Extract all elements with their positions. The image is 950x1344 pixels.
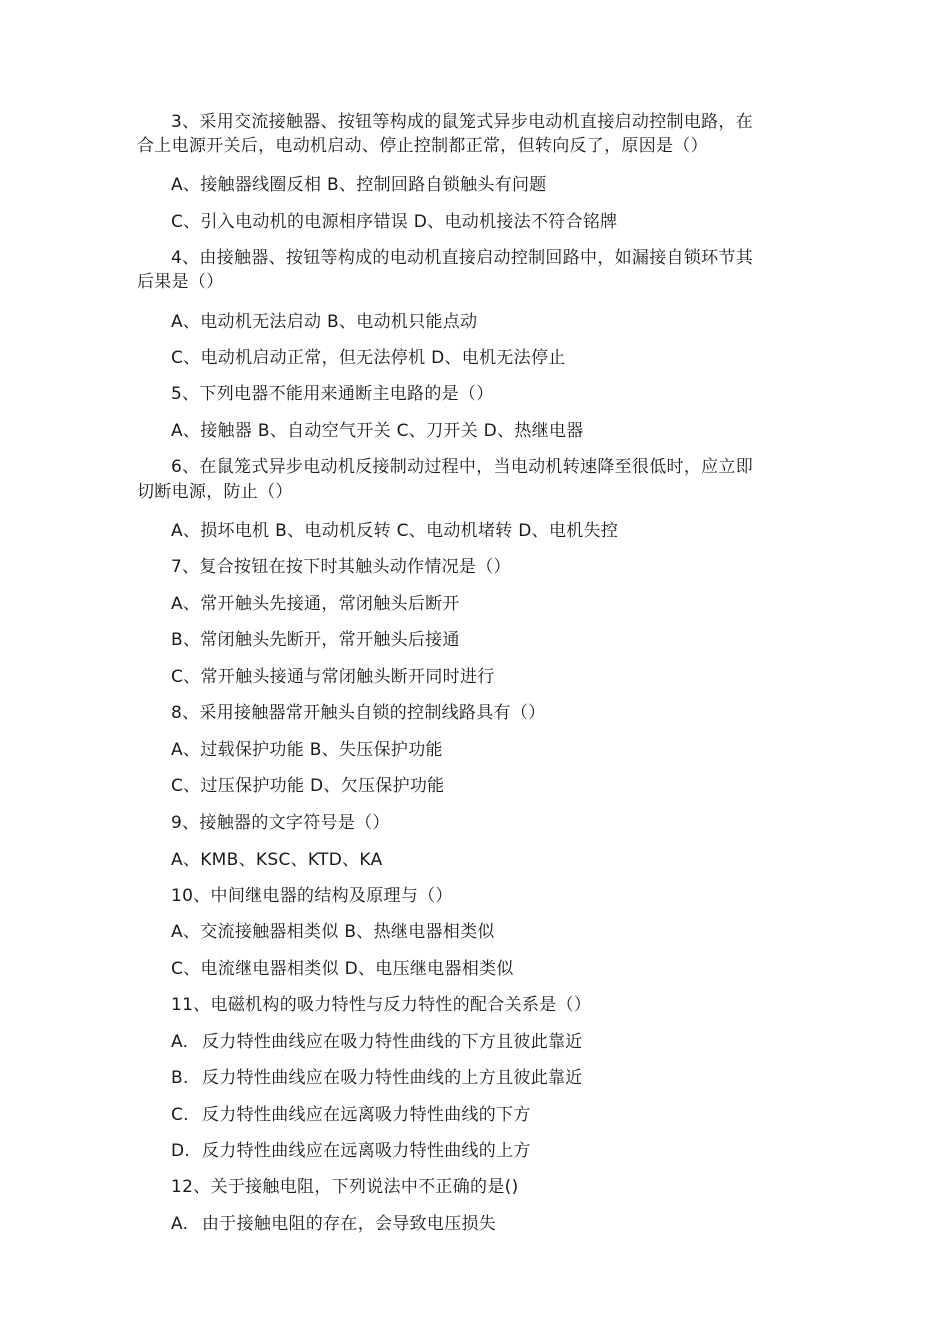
q11-option-c: [171, 1105, 531, 1125]
q3-options-ab: A、接触器线圈反相 B、控制回路自锁触头有问题: [171, 175, 547, 195]
q4-options-ab: A、电动机无法启动 B、电动机只能点动: [171, 312, 478, 332]
q8-options-ab: A、过载保护功能 B、失压保护功能: [171, 740, 443, 760]
q4-options-cd: C、电动机启动正常，但无法停机 D、电机无法停止: [171, 348, 566, 368]
q6-text-line2: 切断电源，防止（）: [137, 482, 293, 502]
q11-option-b-label: B.: [171, 1068, 189, 1088]
q11-option-a-text: 反力特性曲线应在吸力特性曲线的下方且彼此靠近: [202, 1032, 583, 1052]
q9-text: 9、接触器的文字符号是（）: [171, 813, 390, 833]
q10-options-ab: A、交流接触器相类似 B、热继电器相类似: [171, 922, 495, 942]
q6-text-line1: 6、在鼠笼式异步电动机反接制动过程中，当电动机转速降至很低时，应立即: [171, 457, 754, 477]
q12-option-a-text: 由于接触电阻的存在，会导致电压损失: [202, 1214, 497, 1234]
q12-option-a: [171, 1214, 496, 1234]
q5-options: A、接触器 B、自动空气开关 C、刀开关 D、热继电器: [171, 421, 584, 441]
q7-option-b: B、常闭触头先断开，常开触头后接通: [171, 630, 460, 650]
q11-text: 11、电磁机构的吸力特性与反力特性的配合关系是（）: [171, 995, 592, 1015]
q12-option-a-label: A.: [171, 1214, 189, 1234]
q8-options-cd: C、过压保护功能 D、欠压保护功能: [171, 776, 445, 796]
q11-option-d: [171, 1141, 531, 1161]
q10-text: 10、中间继电器的结构及原理与（）: [171, 886, 453, 906]
q3-text-line2: 合上电源开关后，电动机启动、停止控制都正常，但转向反了，原因是（）: [137, 136, 708, 156]
q4-text-line1: 4、由接触器、按钮等构成的电动机直接启动控制回路中，如漏接自锁环节其: [171, 248, 754, 268]
q4-text-line2: 后果是（）: [137, 272, 224, 292]
q7-text: 7、复合按钮在按下时其触头动作情况是（）: [171, 557, 511, 577]
q11-option-d-label: D.: [171, 1141, 191, 1161]
q7-option-a: A、常开触头先接通，常闭触头后断开: [171, 594, 460, 614]
q11-option-b-text: 反力特性曲线应在吸力特性曲线的上方且彼此靠近: [202, 1068, 583, 1088]
q12-text: 12、关于接触电阻，下列说法中不正确的是(): [171, 1177, 519, 1197]
q10-options-cd: C、电流继电器相类似 D、电压继电器相类似: [171, 959, 514, 979]
q6-options: A、损坏电机 B、电动机反转 C、电动机堵转 D、电机失控: [171, 521, 619, 541]
q8-text: 8、采用接触器常开触头自锁的控制线路具有（）: [171, 703, 546, 723]
q5-text: 5、下列电器不能用来通断主电路的是（）: [171, 384, 494, 404]
q7-option-c: C、常开触头接通与常闭触头断开同时进行: [171, 667, 495, 687]
q9-options: A、KMB、KSC、KTD、KA: [171, 850, 383, 870]
q11-option-c-label: C.: [171, 1105, 189, 1125]
q11-option-b: [171, 1068, 583, 1088]
q3-text-line1: 3、采用交流接触器、按钮等构成的鼠笼式异步电动机直接启动控制电路，在: [171, 112, 754, 132]
q11-option-a-label: A.: [171, 1032, 189, 1052]
q11-option-d-text: 反力特性曲线应在远离吸力特性曲线的上方: [202, 1141, 531, 1161]
q11-option-c-text: 反力特性曲线应在远离吸力特性曲线的下方: [202, 1105, 531, 1125]
q11-option-a: [171, 1032, 583, 1052]
q3-options-cd: C、引入电动机的电源相序错误 D、电动机接法不符合铭牌: [171, 212, 618, 232]
